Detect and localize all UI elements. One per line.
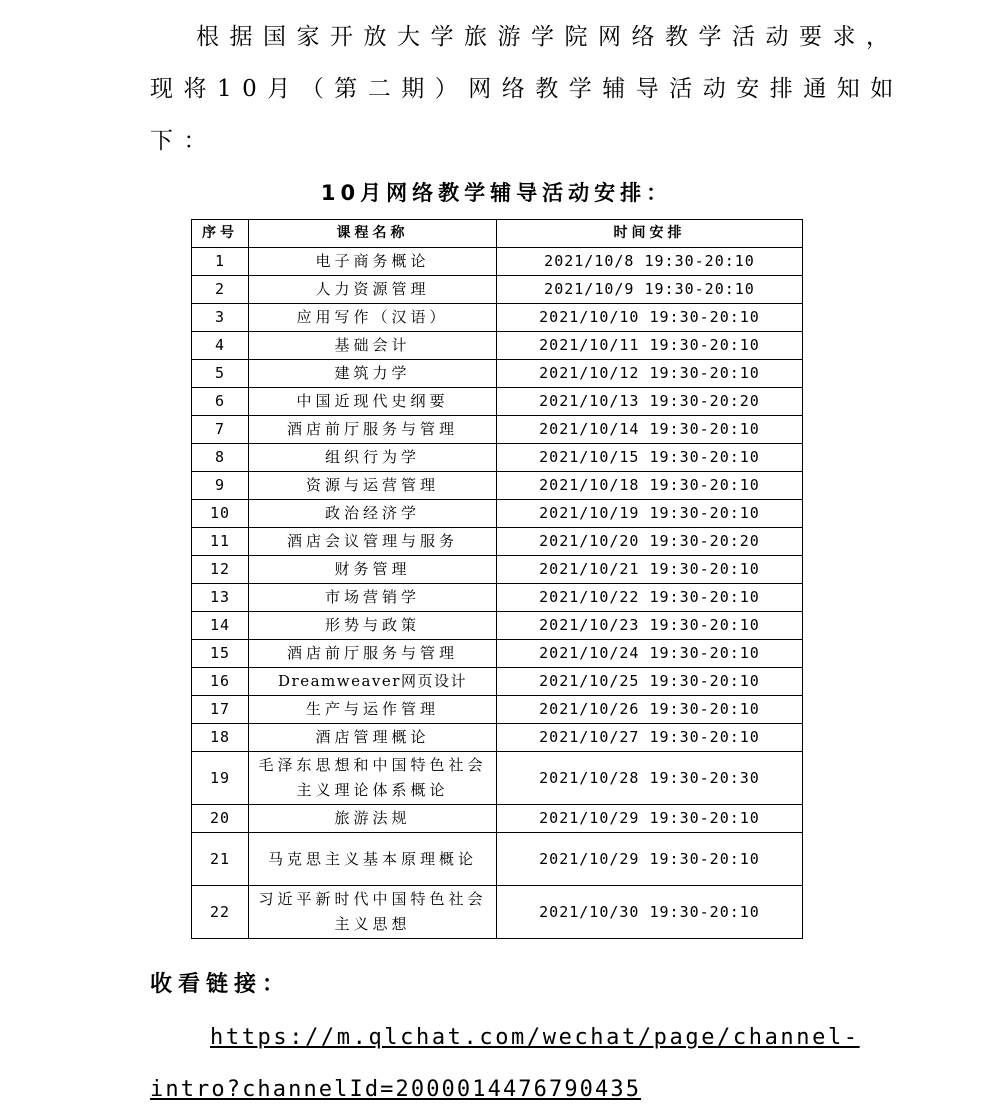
row-number: 22 [192, 886, 249, 939]
table-row [192, 696, 803, 724]
row-course: 中国近现代史纲要 [249, 388, 497, 416]
row-course: 市场营销学 [249, 584, 497, 612]
row-number: 8 [192, 444, 249, 472]
header-time: 时间安排 [497, 220, 803, 248]
row-number: 11 [192, 528, 249, 556]
row-time: 2021/10/21 19:30-20:10 [497, 556, 803, 584]
row-number: 12 [192, 556, 249, 584]
row-number: 14 [192, 612, 249, 640]
row-time: 2021/10/23 19:30-20:10 [497, 612, 803, 640]
watch-link-label: 收看链接： [150, 972, 291, 997]
intro-line-1: 根据国家开放大学旅游学院网络教学活动要求， [196, 24, 900, 50]
row-time: 2021/10/8 19:30-20:10 [497, 248, 803, 276]
row-time: 2021/10/22 19:30-20:10 [497, 584, 803, 612]
row-time: 2021/10/13 19:30-20:20 [497, 388, 803, 416]
row-course: Dreamweaver网页设计 [249, 668, 497, 696]
row-course: 人力资源管理 [249, 276, 497, 304]
table-row [192, 276, 803, 304]
table-row [192, 833, 803, 886]
table-row [192, 584, 803, 612]
table-row [192, 640, 803, 668]
header-number: 序号 [192, 220, 249, 248]
row-course: 生产与运作管理 [249, 696, 497, 724]
row-course: 马克思主义基本原理概论 [249, 833, 497, 886]
row-time: 2021/10/25 19:30-20:10 [497, 668, 803, 696]
row-time: 2021/10/18 19:30-20:10 [497, 472, 803, 500]
row-time: 2021/10/9 19:30-20:10 [497, 276, 803, 304]
row-course: 基础会计 [249, 332, 497, 360]
row-number: 4 [192, 332, 249, 360]
table-header-row [192, 220, 803, 248]
table-row [192, 528, 803, 556]
row-course: 习近平新时代中国特色社会主义思想 [249, 886, 497, 939]
row-course: 财务管理 [249, 556, 497, 584]
table-row [192, 556, 803, 584]
schedule-table [191, 219, 803, 939]
row-course: 旅游法规 [249, 805, 497, 833]
row-course: 酒店前厅服务与管理 [249, 416, 497, 444]
row-number: 3 [192, 304, 249, 332]
row-number: 16 [192, 668, 249, 696]
table-row [192, 388, 803, 416]
row-course: 毛泽东思想和中国特色社会主义理论体系概论 [249, 752, 497, 805]
table-row [192, 332, 803, 360]
row-course: 政治经济学 [249, 500, 497, 528]
row-time: 2021/10/10 19:30-20:10 [497, 304, 803, 332]
row-number: 13 [192, 584, 249, 612]
row-time: 2021/10/20 19:30-20:20 [497, 528, 803, 556]
table-row [192, 472, 803, 500]
row-time: 2021/10/11 19:30-20:10 [497, 332, 803, 360]
row-number: 18 [192, 724, 249, 752]
row-number: 6 [192, 388, 249, 416]
row-number: 2 [192, 276, 249, 304]
table-row [192, 304, 803, 332]
header-course: 课程名称 [249, 220, 497, 248]
table-title: 10月网络教学辅导活动安排： [320, 181, 673, 205]
table-row [192, 752, 803, 805]
row-time: 2021/10/19 19:30-20:10 [497, 500, 803, 528]
row-time: 2021/10/28 19:30-20:30 [497, 752, 803, 805]
table-row [192, 416, 803, 444]
watch-link-line-2[interactable]: intro?channelId=2000014476790435 [150, 1077, 642, 1102]
row-course: 酒店管理概论 [249, 724, 497, 752]
table-row [192, 248, 803, 276]
table-row [192, 444, 803, 472]
row-time: 2021/10/30 19:30-20:10 [497, 886, 803, 939]
intro-line-3: 下： [150, 128, 217, 154]
row-number: 5 [192, 360, 249, 388]
row-course: 资源与运营管理 [249, 472, 497, 500]
row-time: 2021/10/12 19:30-20:10 [497, 360, 803, 388]
table-row [192, 724, 803, 752]
row-number: 17 [192, 696, 249, 724]
row-number: 20 [192, 805, 249, 833]
row-time: 2021/10/27 19:30-20:10 [497, 724, 803, 752]
row-number: 7 [192, 416, 249, 444]
row-course: 酒店前厅服务与管理 [249, 640, 497, 668]
row-course: 酒店会议管理与服务 [249, 528, 497, 556]
row-time: 2021/10/26 19:30-20:10 [497, 696, 803, 724]
row-time: 2021/10/29 19:30-20:10 [497, 805, 803, 833]
row-time: 2021/10/15 19:30-20:10 [497, 444, 803, 472]
row-number: 19 [192, 752, 249, 805]
row-course: 电子商务概论 [249, 248, 497, 276]
table-row [192, 805, 803, 833]
row-course: 形势与政策 [249, 612, 497, 640]
table-row [192, 612, 803, 640]
row-number: 9 [192, 472, 249, 500]
row-course: 组织行为学 [249, 444, 497, 472]
intro-line-2: 现将10月（第二期）网络教学辅导活动安排通知如 [150, 76, 904, 102]
table-row [192, 668, 803, 696]
row-number: 15 [192, 640, 249, 668]
row-course: 应用写作（汉语） [249, 304, 497, 332]
table-row [192, 360, 803, 388]
table-row [192, 886, 803, 939]
row-time: 2021/10/24 19:30-20:10 [497, 640, 803, 668]
table-row [192, 500, 803, 528]
watch-link-line-1[interactable]: https://m.qlchat.com/wechat/page/channel- [210, 1025, 860, 1050]
row-number: 10 [192, 500, 249, 528]
row-time: 2021/10/29 19:30-20:10 [497, 833, 803, 886]
row-course: 建筑力学 [249, 360, 497, 388]
row-time: 2021/10/14 19:30-20:10 [497, 416, 803, 444]
row-number: 1 [192, 248, 249, 276]
row-number: 21 [192, 833, 249, 886]
